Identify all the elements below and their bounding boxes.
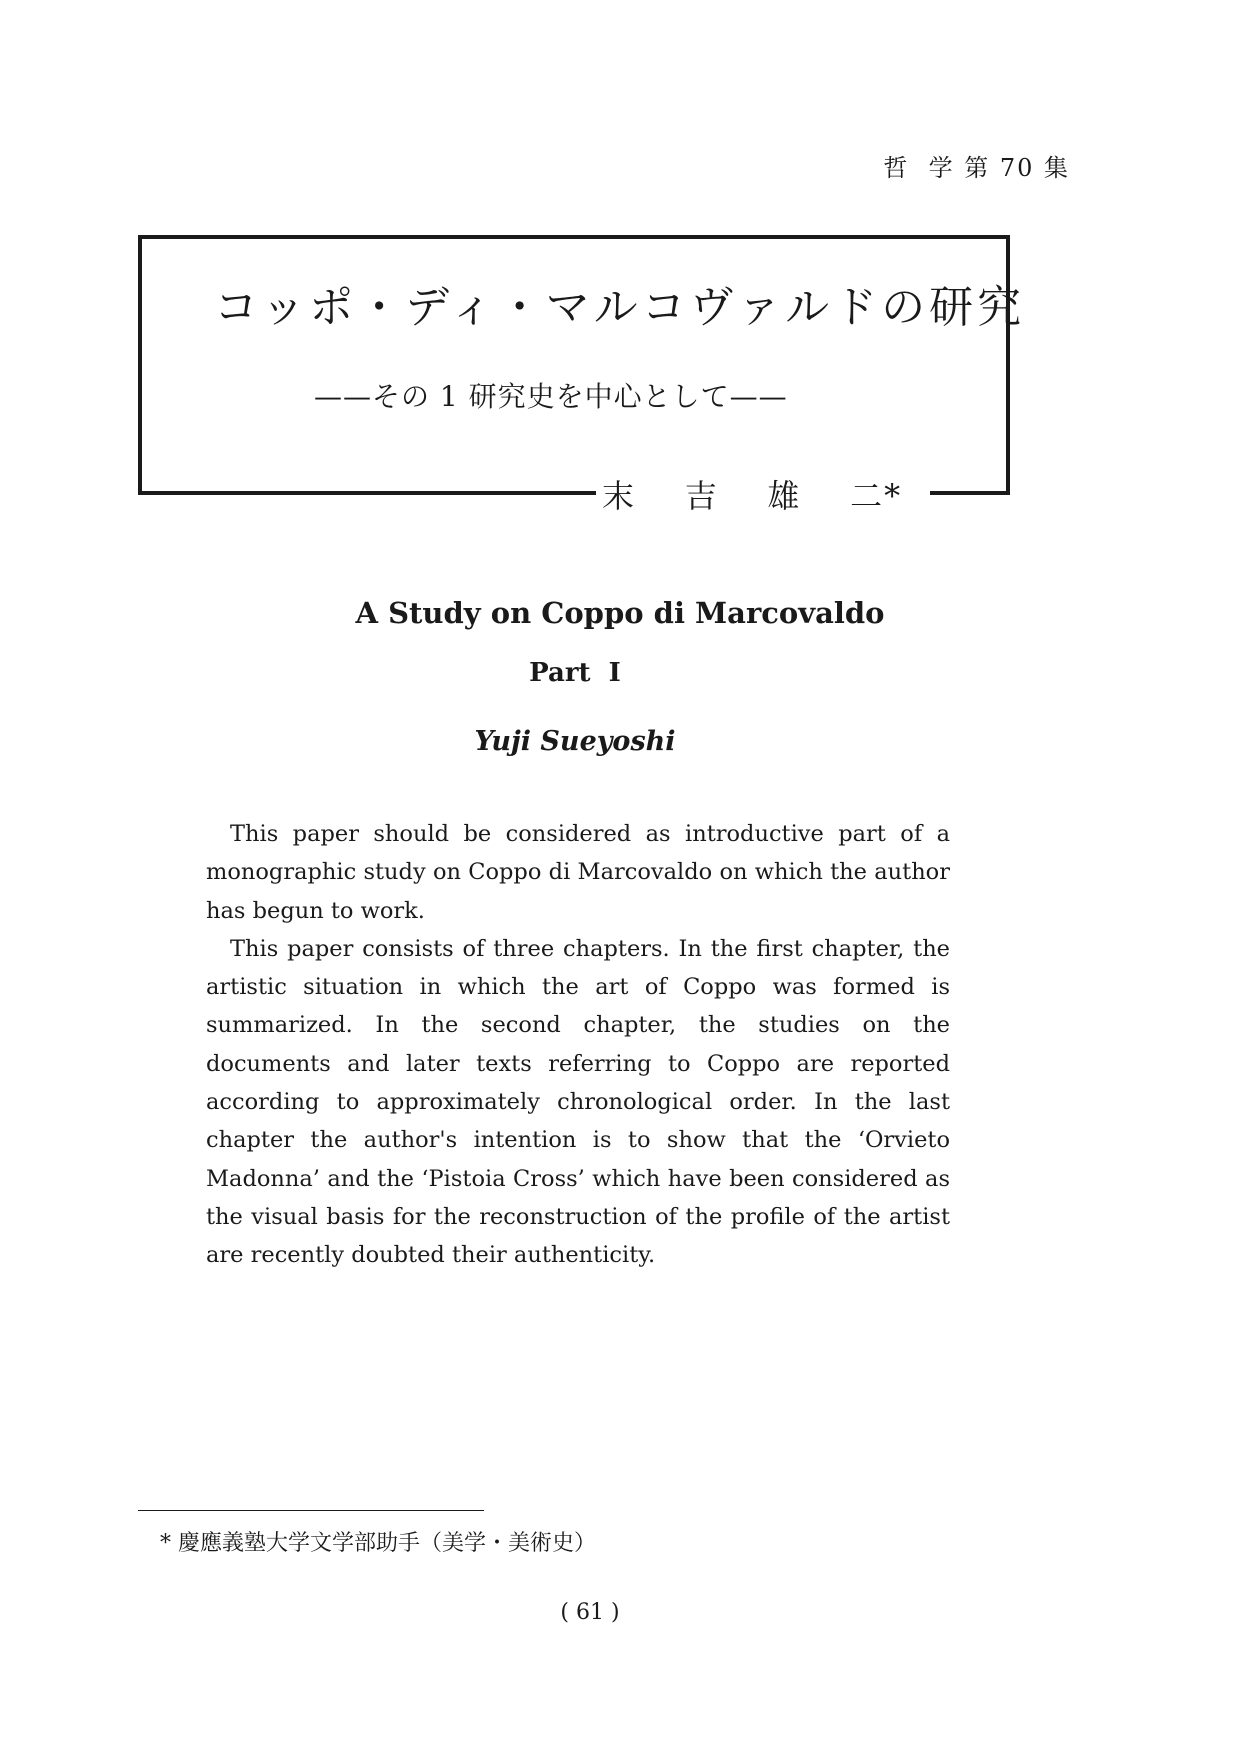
abstract-paragraph-2: This paper consists of three chapters. In the first chapter, the artistic situation in which the art of Coppo was formed is summarized. In the second chapter, the studies on the documents and later texts referring to Coppo are reported according to approximately chronological order. In the last chapter the author's intention is to show that the ‘Orvieto Madonna’ and the ‘Pistoia Cross’ which have been considered as the visual basis for the reconstruction of the profile of the artist are recently doubted their authenticity. — [206, 935, 950, 1269]
journal-header: 哲 学 第 70 集 — [883, 154, 1070, 182]
english-author: Yuji Sueyoshi — [474, 726, 676, 757]
english-title: A Study on Coppo di Marcovaldo — [355, 596, 885, 630]
frame-bottom-rule-left — [138, 491, 596, 495]
footnote-rule — [138, 1510, 484, 1511]
frame-left-rule — [138, 235, 142, 493]
japanese-subtitle: ——その 1 研究史を中心として—— — [314, 380, 788, 413]
frame-top-rule — [138, 235, 1010, 239]
japanese-author: 末 吉 雄 二* — [602, 477, 903, 515]
frame-bottom-rule-right — [930, 491, 1010, 495]
page-number: ( 61 ) — [560, 1600, 620, 1625]
english-part: Part I — [529, 658, 621, 688]
japanese-title: コッポ・ディ・マルコヴァルドの研究 — [214, 282, 1026, 333]
abstract — [206, 815, 950, 1275]
footnote: * 慶應義塾大学文学部助手（美学・美術史） — [160, 1531, 596, 1556]
title-frame — [138, 235, 1026, 515]
abstract-paragraph-1: This paper should be considered as introductive part of a monographic study on Coppo di Marcovaldo on which the author has begun to work. — [206, 821, 950, 924]
